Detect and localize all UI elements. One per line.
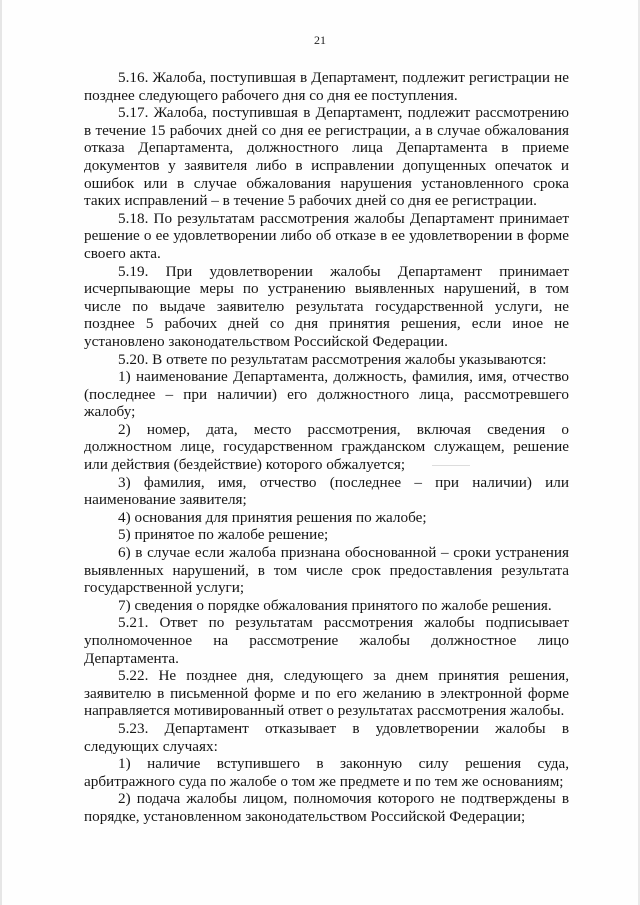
- paragraph-5-18: 5.18. По результатам рассмотрения жалобы Департамент принимает решение о ее удовлетворении либо об отказе в ее удовлетворении в форме своего акта.: [84, 209, 569, 262]
- paragraph-5-23: 5.23. Департамент отказывает в удовлетворении жалобы в следующих случаях:: [84, 719, 569, 755]
- list-item-5-20-7: 7) сведения о порядке обжалования принятого по жалобе решения.: [118, 596, 552, 614]
- list-item-5-20-1: 1) наименование Департамента, должность, фамилия, имя, отчество (последнее – при наличии) его должностного лица, рассмотревшего жалобу;: [84, 368, 569, 421]
- paragraph-5-16: 5.16. Жалоба, поступившая в Департамент, подлежит регистрации не позднее следующего рабочего дня со дня ее поступления.: [84, 69, 569, 104]
- list-item-5-20-5: 5) принятое по жалобе решение;: [118, 526, 329, 544]
- scan-edge-left: [0, 0, 2, 905]
- paragraph-5-17: 5.17. Жалоба, поступившая в Департамент, подлежит рассмотрению в течение 15 рабочих дней со дня ее регистрации, а в случае обжалования отказа Департамента, должностного лица Департамента в приеме документов у заявителя либо в исправлении допущенных опечаток и ошибок или в случае обжалования нарушения установленного срока таких исправлений – в течение 5 рабочих дней со дня ее регистрации.: [84, 104, 569, 210]
- page-number: 21: [314, 33, 326, 47]
- paragraph-5-20: 5.20. В ответе по результатам рассмотрения жалобы указываются:: [118, 350, 547, 368]
- list-item-5-23-1: 1) наличие вступившего в законную силу решения суда, арбитражного суда по жалобе о том же предмете и по тем же основаниям;: [84, 755, 569, 790]
- list-item-5-23-2: 2) подача жалобы лицом, полномочия которого не подтверждены в порядке, установленном законодательством Российской Федерации;: [84, 790, 569, 825]
- list-item-5-20-4: 4) основания для принятия решения по жалобе;: [118, 508, 427, 526]
- list-item-5-20-6: 6) в случае если жалоба признана обоснованной – сроки устранения выявленных нарушений, в том числе срок предоставления результата государственной услуги;: [84, 544, 569, 597]
- list-item-5-20-3: 3) фамилия, имя, отчество (последнее – при наличии) или наименование заявителя;: [84, 473, 569, 509]
- paragraph-5-19: 5.19. При удовлетворении жалобы Департамент принимает исчерпывающие меры по устранению выявленных нарушений, в том числе по выдаче заявителю результата государственной услуги, не позднее 5 рабочих дней со дня принятия решения, если иное не установлено законодательством Российской Федерации.: [84, 262, 569, 350]
- paragraph-5-22: 5.22. Не позднее дня, следующего за днем принятия решения, заявителю в письменной форме и по его желанию в электронной форме направляется мотивированный ответ о результатах рассмотрения жалобы.: [84, 667, 569, 720]
- document-body: [84, 69, 569, 826]
- paragraph-5-21: 5.21. Ответ по результатам рассмотрения жалобы подписывает уполномоченное на рассмотрение жалобы должностное лицо Департамента.: [84, 614, 569, 667]
- list-item-5-20-2: 2) номер, дата, место рассмотрения, включая сведения о должностном лице, государственном гражданском служащем, решение или действия (бездействие) которого обжалуется;: [84, 420, 569, 474]
